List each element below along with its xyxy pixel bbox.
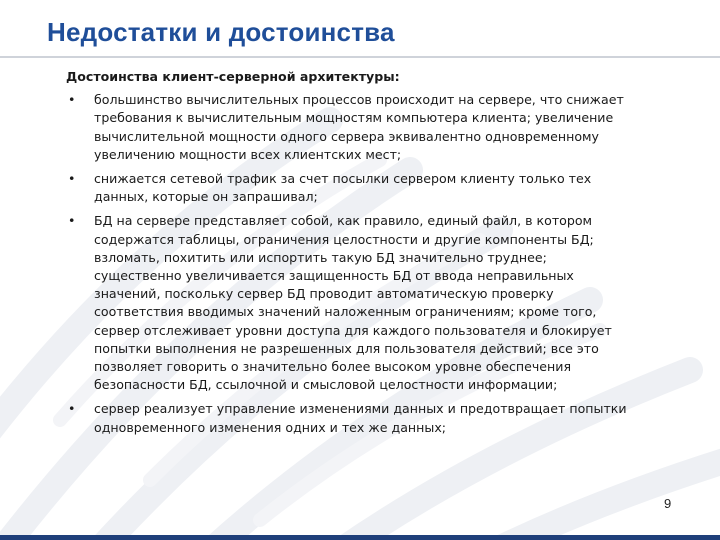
list-item-line: безопасности БД, ссылочной и смысловой целостности информации; (94, 377, 558, 393)
list-item-line: содержатся таблицы, ограничения целостности и другие компоненты БД; (94, 231, 594, 247)
slide-title: Недостатки и достоинства (47, 17, 395, 47)
list-item-line: взломать, похитить или испортить такую БД значительно труднее; (94, 249, 547, 265)
list-item-line: большинство вычислительных процессов происходит на сервере, что снижает (94, 92, 624, 108)
list-item (66, 170, 692, 206)
list-item-line: БД на сервере представляет собой, как правило, единый файл, в котором (94, 213, 593, 229)
bullet-marker: • (68, 401, 76, 417)
bullet-marker: • (68, 171, 76, 187)
page-number: 9 (664, 496, 672, 511)
list-item-line: требования к вычислительным мощностям компьютера клиента; увеличение (94, 110, 614, 126)
list-item-line: попытки выполнения не разрешенных для пользователя действий; все это (94, 340, 599, 356)
list-item-line: снижается сетевой трафик за счет посылки сервером клиенту только тех (94, 171, 592, 187)
bullet-marker: • (68, 92, 76, 108)
list-item (66, 400, 692, 436)
list-item-line: одновременного изменения одних и тех же данных; (94, 419, 447, 435)
list-item-line: сервер реализует управление изменениями данных и предотвращает попытки (94, 401, 627, 417)
title-divider (0, 56, 720, 58)
list-item-line: позволяет говорить о значительно более высоком уровне обеспечения (94, 359, 572, 375)
list-item-line: увеличению мощности всех клиентских мест; (94, 146, 402, 162)
list-item-line: существенно увеличивается защищенность БД от ввода неправильных (94, 268, 574, 284)
list-item-line: сервер отслеживает уровни доступа для каждого пользователя и блокирует (94, 322, 612, 338)
list-item-line: данных, которые он запрашивал; (94, 189, 318, 205)
list-item-line: значений, поскольку сервер БД проводит автоматическую проверку (94, 286, 554, 302)
bullet-marker: • (68, 213, 76, 229)
list-item-line: вычислительной мощности одного сервера эквивалентно одновременному (94, 128, 599, 144)
list-item-line: соответствия вводимых значений наложенным ограничениям; кроме того, (94, 304, 597, 320)
slide-header (0, 0, 720, 56)
slide-content (66, 68, 692, 443)
list-item (66, 91, 692, 164)
footer-bar (0, 535, 720, 540)
list-item (66, 212, 692, 394)
advantages-list (66, 91, 692, 437)
section-subheading: Достоинства клиент-серверной архитектуры: (66, 69, 400, 84)
